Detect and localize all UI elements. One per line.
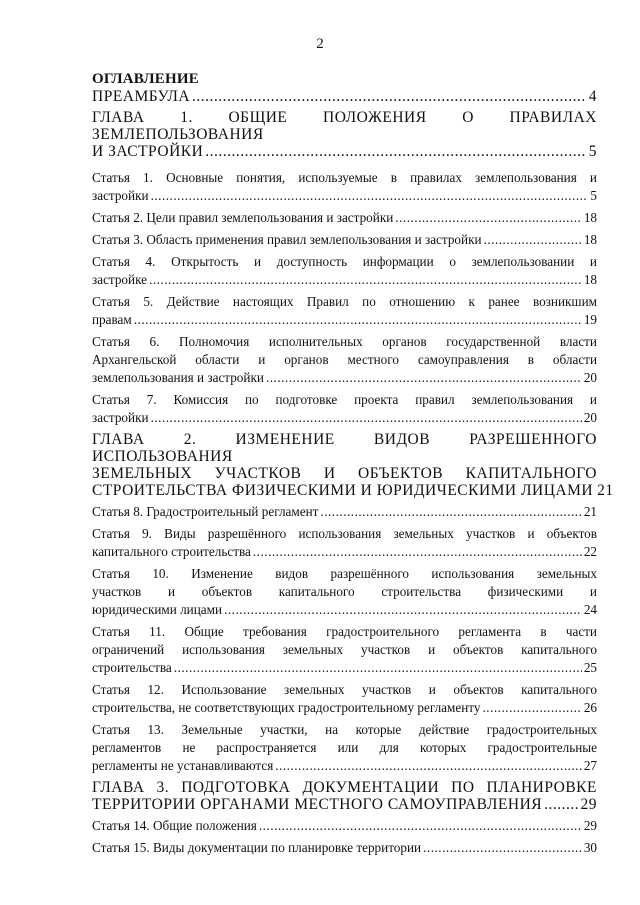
toc-entry-page: 25 bbox=[583, 660, 597, 675]
toc-entry-line: ГЛАВА 1. ОБЩИЕ ПОЛОЖЕНИЯ О ПРАВИЛАХ ЗЕМЛЕПОЛЬЗОВАНИЯ bbox=[92, 109, 597, 143]
toc-entry-page: 21 bbox=[583, 504, 597, 519]
dot-leader bbox=[151, 409, 582, 427]
toc-entry-title: Статья 3. Область применения правил землепользования и застройки bbox=[92, 232, 482, 247]
toc-entry-page: 26 bbox=[583, 700, 597, 715]
toc-entry-chapter-3[interactable] bbox=[92, 779, 597, 813]
toc-entry-line: Статья 6. Полномочия исполнительных органов государственной власти bbox=[92, 334, 597, 349]
toc-entry-page: 20 bbox=[583, 370, 597, 385]
toc-entry-page: 30 bbox=[583, 840, 597, 855]
dot-leader bbox=[544, 796, 578, 813]
toc-entry-title: капитального строительства bbox=[92, 544, 251, 559]
toc-entry-article-11[interactable] bbox=[92, 623, 597, 677]
toc-entry-page: 18 bbox=[583, 210, 597, 225]
toc-entry-line: ограничений использования земельных участков и объектов капитального bbox=[92, 642, 597, 657]
toc-entry-article-6[interactable] bbox=[92, 333, 597, 387]
toc-entry-line: ГЛАВА 3. ПОДГОТОВКА ДОКУМЕНТАЦИИ ПО ПЛАНИРОВКЕ bbox=[92, 779, 597, 796]
toc-entry-article-13[interactable] bbox=[92, 721, 597, 775]
dot-leader bbox=[482, 699, 581, 717]
toc-entry-article-3[interactable] bbox=[92, 231, 597, 249]
toc-entry-title: ТЕРРИТОРИИ ОРГАНАМИ МЕСТНОГО САМОУПРАВЛЕНИЯ bbox=[92, 796, 543, 813]
toc-entry-line: Статья 13. Земельные участки, на которые действие градостроительных bbox=[92, 722, 597, 737]
toc-entry-article-14[interactable] bbox=[92, 817, 597, 835]
page-number: 2 bbox=[316, 36, 324, 52]
toc-entry-page: 29 bbox=[583, 818, 597, 833]
toc-entry-line: ГЛАВА 2. ИЗМЕНЕНИЕ ВИДОВ РАЗРЕШЕННОГО ИСПОЛЬЗОВАНИЯ bbox=[92, 431, 597, 465]
toc-entry-article-1[interactable] bbox=[92, 169, 597, 205]
toc-entry-page: 19 bbox=[583, 312, 597, 327]
toc-entry-title: застройки bbox=[92, 188, 149, 203]
toc-entry-page: 4 bbox=[588, 88, 597, 105]
toc-entry-page: 5 bbox=[588, 143, 597, 160]
dot-leader bbox=[266, 369, 582, 387]
toc-entry-title: Статья 8. Градостроительный регламент bbox=[92, 504, 319, 519]
toc-entry-line: Статья 10. Изменение видов разрешённого использования земельных bbox=[92, 566, 597, 581]
toc-entry-article-4[interactable] bbox=[92, 253, 597, 289]
toc-entry-page: 20 bbox=[583, 410, 597, 425]
toc-entry-page: 29 bbox=[580, 796, 597, 813]
toc-entry-title: строительства bbox=[92, 660, 172, 675]
toc-entry-title: Статья 14. Общие положения bbox=[92, 818, 257, 833]
dot-leader bbox=[320, 503, 581, 521]
dot-leader bbox=[149, 271, 582, 289]
dot-leader bbox=[205, 143, 586, 160]
toc-entry-title: застройке bbox=[92, 272, 148, 287]
dot-leader bbox=[151, 187, 589, 205]
toc-entry-article-12[interactable] bbox=[92, 681, 597, 717]
toc-entry-page: 5 bbox=[590, 188, 597, 203]
toc-entry-chapter-1[interactable] bbox=[92, 109, 597, 160]
toc-entry-page: 18 bbox=[583, 232, 597, 247]
toc-entry-article-8[interactable] bbox=[92, 503, 597, 521]
toc-entry-title: ПРЕАМБУЛА bbox=[92, 88, 191, 105]
toc-entry-line: Статья 12. Использование земельных участков и объектов капитального bbox=[92, 682, 597, 697]
toc-entry-article-2[interactable] bbox=[92, 209, 597, 227]
toc-entry-article-9[interactable] bbox=[92, 525, 597, 561]
dot-leader bbox=[259, 817, 582, 835]
toc-entry-article-15[interactable] bbox=[92, 839, 597, 857]
toc-entry-title: Статья 15. Виды документации по планировке территории bbox=[92, 840, 422, 855]
toc-entry-page: 22 bbox=[583, 544, 597, 559]
toc-entry-line: Статья 7. Комиссия по подготовке проекта правил землепользования и bbox=[92, 392, 597, 407]
toc-entry-title: регламенты не устанавливаются bbox=[92, 758, 274, 773]
toc-entry-line: Статья 9. Виды разрешённого использования земельных участков и объектов bbox=[92, 526, 597, 541]
toc-entry-page: 18 bbox=[583, 272, 597, 287]
toc-entry-article-10[interactable] bbox=[92, 565, 597, 619]
dot-leader bbox=[174, 659, 582, 677]
toc-entry-page: 27 bbox=[583, 758, 597, 773]
toc-entry-line: Архангельской области и органов местного самоуправления в области bbox=[92, 352, 597, 367]
toc-entry-title: землепользования и застройки bbox=[92, 370, 264, 385]
toc-entry-line: участков и объектов капитального строительства физическими и bbox=[92, 584, 597, 599]
toc-entry-article-7[interactable] bbox=[92, 391, 597, 427]
toc-entry-line: Статья 11. Общие требования градостроительного регламента в части bbox=[92, 624, 597, 639]
dot-leader bbox=[192, 88, 587, 105]
dot-leader bbox=[253, 543, 582, 561]
toc-title: ОГЛАВЛЕНИЕ bbox=[92, 71, 199, 87]
table-of-contents bbox=[92, 88, 614, 861]
toc-entry-title: правам bbox=[92, 312, 132, 327]
toc-entry-title: застройки bbox=[92, 410, 149, 425]
toc-entry-preamble[interactable] bbox=[92, 88, 597, 105]
dot-leader bbox=[275, 757, 582, 775]
toc-entry-line: Статья 4. Открытость и доступность информации о землепользовании и bbox=[92, 254, 597, 269]
toc-entry-title: юридическими лицами bbox=[92, 602, 223, 617]
toc-entry-chapter-2[interactable] bbox=[92, 431, 614, 499]
dot-leader bbox=[224, 601, 582, 619]
toc-entry-line: Статья 1. Основные понятия, используемые в правилах землепользования и bbox=[92, 170, 597, 185]
toc-entry-title: строительства, не соответствующих градостроительному регламенту bbox=[92, 700, 481, 715]
toc-entry-line: регламентов не распространяется или для которых градостроительные bbox=[92, 740, 597, 755]
dot-leader bbox=[423, 839, 582, 857]
toc-entry-article-5[interactable] bbox=[92, 293, 597, 329]
toc-entry-line: Статья 5. Действие настоящих Правил по отношению к ранее возникшим bbox=[92, 294, 597, 309]
dot-leader bbox=[395, 209, 582, 227]
toc-entry-page: 21 bbox=[597, 482, 614, 499]
toc-entry-line: ЗЕМЕЛЬНЫХ УЧАСТКОВ И ОБЪЕКТОВ КАПИТАЛЬНОГО bbox=[92, 465, 597, 482]
dot-leader bbox=[134, 311, 582, 329]
toc-entry-title: СТРОИТЕЛЬСТВА ФИЗИЧЕСКИМИ И ЮРИДИЧЕСКИМИ ЛИЦАМИ bbox=[92, 482, 594, 499]
toc-entry-title: И ЗАСТРОЙКИ bbox=[92, 143, 204, 160]
toc-entry-page: 24 bbox=[583, 602, 597, 617]
toc-entry-title: Статья 2. Цели правил землепользования и застройки bbox=[92, 210, 394, 225]
dot-leader bbox=[484, 231, 582, 249]
